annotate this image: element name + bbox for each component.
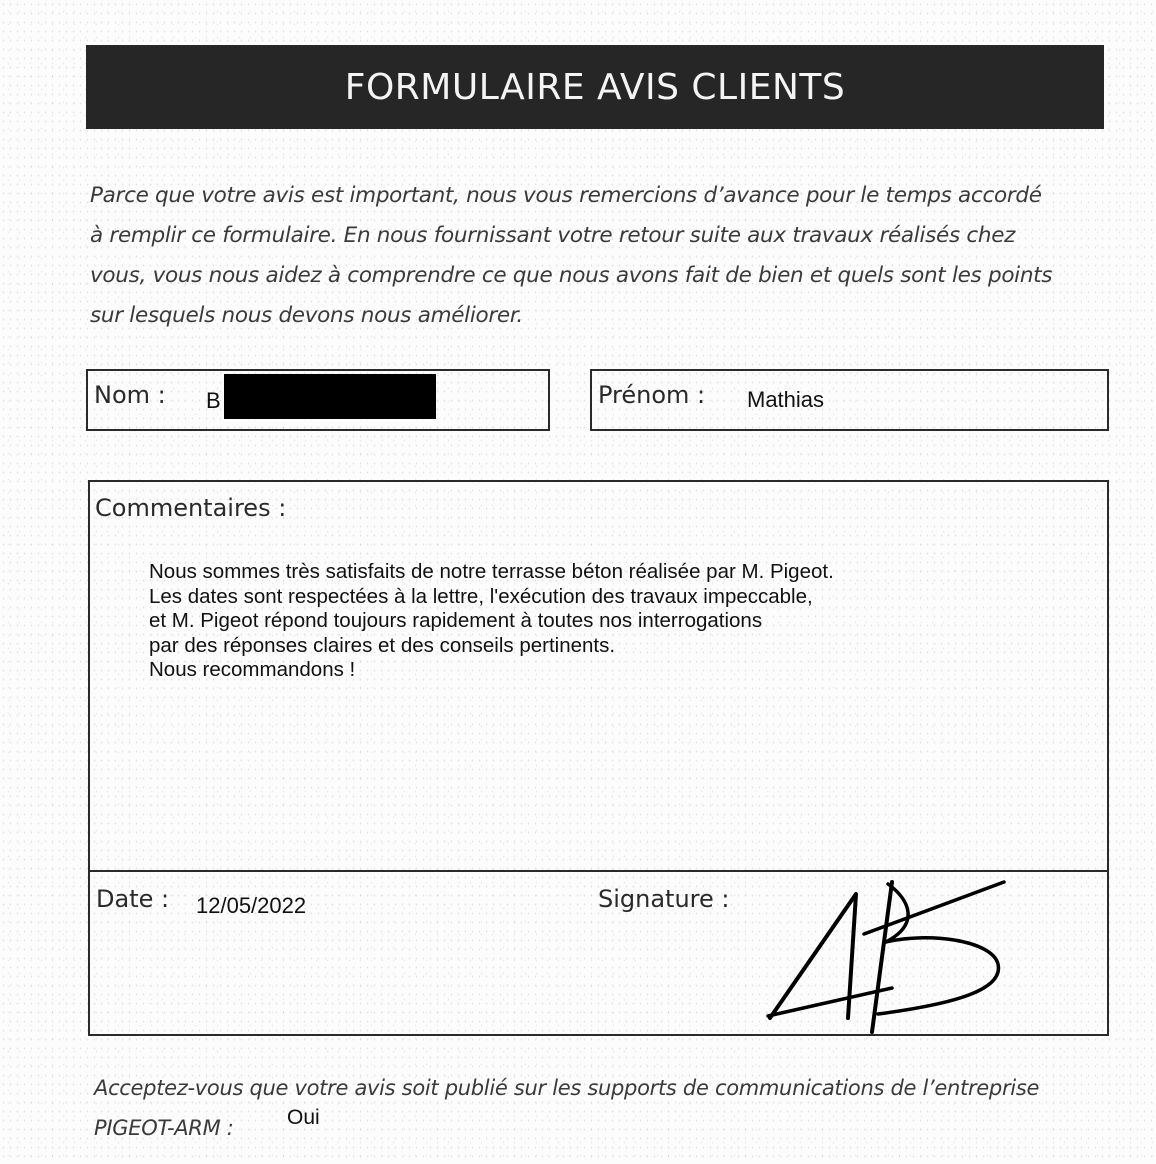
intro-paragraph — [90, 176, 1100, 336]
form-title-text: FORMULAIRE AVIS CLIENTS — [344, 66, 846, 108]
comment-line: Nous recommandons ! — [149, 658, 356, 681]
prenom-label: Prénom : — [598, 381, 706, 409]
nom-value: B — [206, 388, 221, 413]
date-value: 12/05/2022 — [196, 893, 307, 918]
comment-text — [149, 560, 834, 683]
intro-line: vous, vous nous aidez à comprendre ce que nous avons fait de bien et quels sont les points — [90, 263, 1053, 288]
redaction-bar — [224, 374, 436, 419]
publish-question-line: Acceptez-vous que votre avis soit publié sur les supports de communications de l’entreprise — [94, 1076, 1040, 1100]
comment-line: et M. Pigeot répond toujours rapidement à toutes nos interrogations — [149, 609, 763, 632]
signature-label: Signature : — [598, 885, 730, 913]
comment-line: Les dates sont respectées à la lettre, l'exécution des travaux impeccable, — [149, 584, 813, 608]
form-title — [86, 45, 1104, 129]
intro-line: à remplir ce formulaire. En nous fournissant votre retour suite aux travaux réalisés chez — [90, 223, 1016, 248]
intro-line: sur lesquels nous devons nous améliorer. — [90, 303, 523, 328]
publish-question-line: PIGEOT-ARM : — [94, 1116, 234, 1140]
handwritten-signature — [760, 876, 1010, 1036]
comment-line: Nous sommes très satisfaits de notre terrasse béton réalisée par M. Pigeot. — [149, 560, 834, 583]
intro-line: Parce que votre avis est important, nous vous remercions d’avance pour le temps accordé — [90, 183, 1042, 208]
comments-label: Commentaires : — [95, 494, 287, 522]
date-label: Date : — [96, 885, 170, 913]
comment-line: par des réponses claires et des conseils pertinents. — [149, 633, 616, 657]
publish-answer: Oui — [287, 1106, 320, 1129]
prenom-value: Mathias — [747, 387, 825, 412]
publish-question — [94, 1068, 1114, 1148]
nom-label: Nom : — [94, 381, 166, 409]
